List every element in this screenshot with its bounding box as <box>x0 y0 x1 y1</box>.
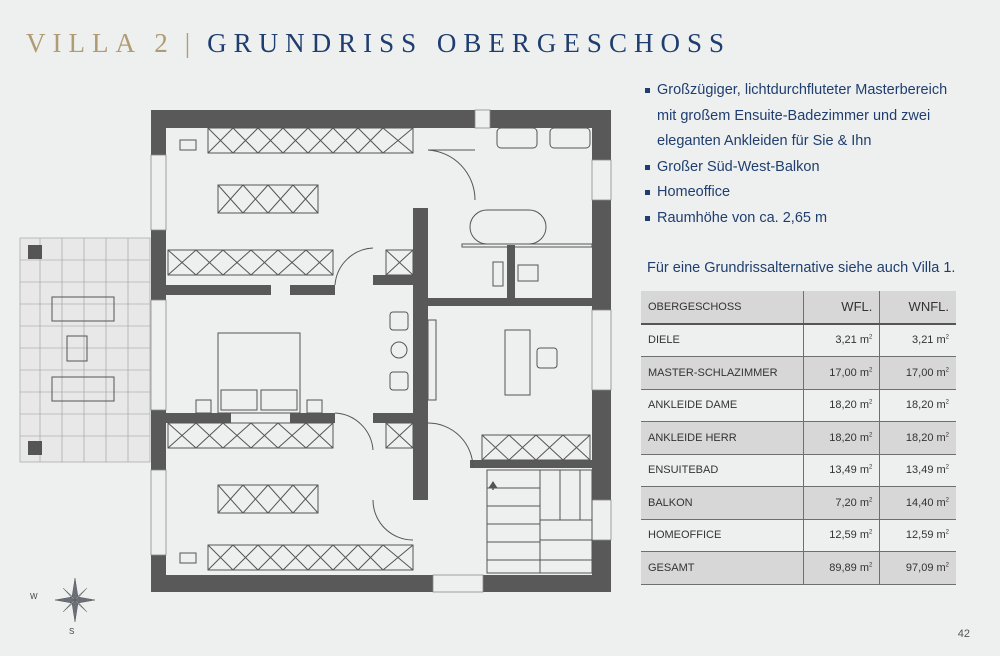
room-name: ENSUITEBAD <box>641 454 803 487</box>
room-name: BALKON <box>641 487 803 520</box>
area-wfl: 17,00 $m^2$ <box>803 357 880 390</box>
feature-item: Homeoffice <box>645 180 985 206</box>
title-villa: VILLA 2 <box>26 28 175 58</box>
table-header-row <box>641 291 956 324</box>
table-row <box>641 422 956 455</box>
floor-plan <box>15 100 615 600</box>
area-wfl: 18,20 $m^2$ <box>803 389 880 422</box>
table-row <box>641 324 956 357</box>
area-wfl: 7,20 $m^2$ <box>803 487 880 520</box>
compass <box>30 575 100 640</box>
header-wfl: WFL. <box>803 291 880 324</box>
feature-item: Raumhöhe von ca. 2,65 m <box>645 206 985 232</box>
area-table <box>641 291 956 585</box>
area-wnfl: 13,49 $m^2$ <box>880 454 956 487</box>
area-wnfl: 14,40 $m^2$ <box>880 487 956 520</box>
area-wnfl: 18,20 $m^2$ <box>880 389 956 422</box>
feature-item: Großer Süd-West-Balkon <box>645 155 985 181</box>
page-number: 42 <box>957 628 970 640</box>
table-row <box>641 454 956 487</box>
header-wnfl: WNFL. <box>880 291 956 324</box>
room-name: DIELE <box>641 324 803 357</box>
area-wfl: 3,21 $m^2$ <box>803 324 880 357</box>
table-row <box>641 552 956 585</box>
room-name: ANKLEIDE HERR <box>641 422 803 455</box>
room-name: GESAMT <box>641 552 803 585</box>
compass-south-label: S <box>69 627 75 636</box>
alternative-note: Für eine Grundrissalternative siehe auch Villa 1. <box>647 260 956 276</box>
title-main: GRUNDRISS OBERGESCHOSS <box>207 28 731 58</box>
table-row <box>641 357 956 390</box>
table-row <box>641 519 956 552</box>
room-name: MASTER-SCHLAZIMMER <box>641 357 803 390</box>
room-name: ANKLEIDE DAME <box>641 389 803 422</box>
compass-west-label: W <box>30 592 38 601</box>
header-floor: OBERGESCHOSS <box>641 291 803 324</box>
area-wfl: 18,20 $m^2$ <box>803 422 880 455</box>
page-title <box>26 28 731 59</box>
area-wnfl: 17,00 $m^2$ <box>880 357 956 390</box>
area-wnfl: 18,20 $m^2$ <box>880 422 956 455</box>
table-row <box>641 487 956 520</box>
table-row <box>641 389 956 422</box>
area-wfl: 12,59 $m^2$ <box>803 519 880 552</box>
area-wfl: 13,49 $m^2$ <box>803 454 880 487</box>
area-wfl: 89,89 $m^2$ <box>803 552 880 585</box>
compass-rose-icon <box>30 575 100 635</box>
feature-item: Großzügiger, lichtdurchfluteter Masterbereich mit großem Ensuite-Badezimmer und zwei eleganten Ankleiden für Sie & Ihn <box>645 78 985 155</box>
feature-list <box>645 78 985 231</box>
area-wnfl: 12,59 $m^2$ <box>880 519 956 552</box>
area-wnfl: 97,09 $m^2$ <box>880 552 956 585</box>
title-separator: | <box>184 28 198 58</box>
area-wnfl: 3,21 $m^2$ <box>880 324 956 357</box>
room-name: HOMEOFFICE <box>641 519 803 552</box>
